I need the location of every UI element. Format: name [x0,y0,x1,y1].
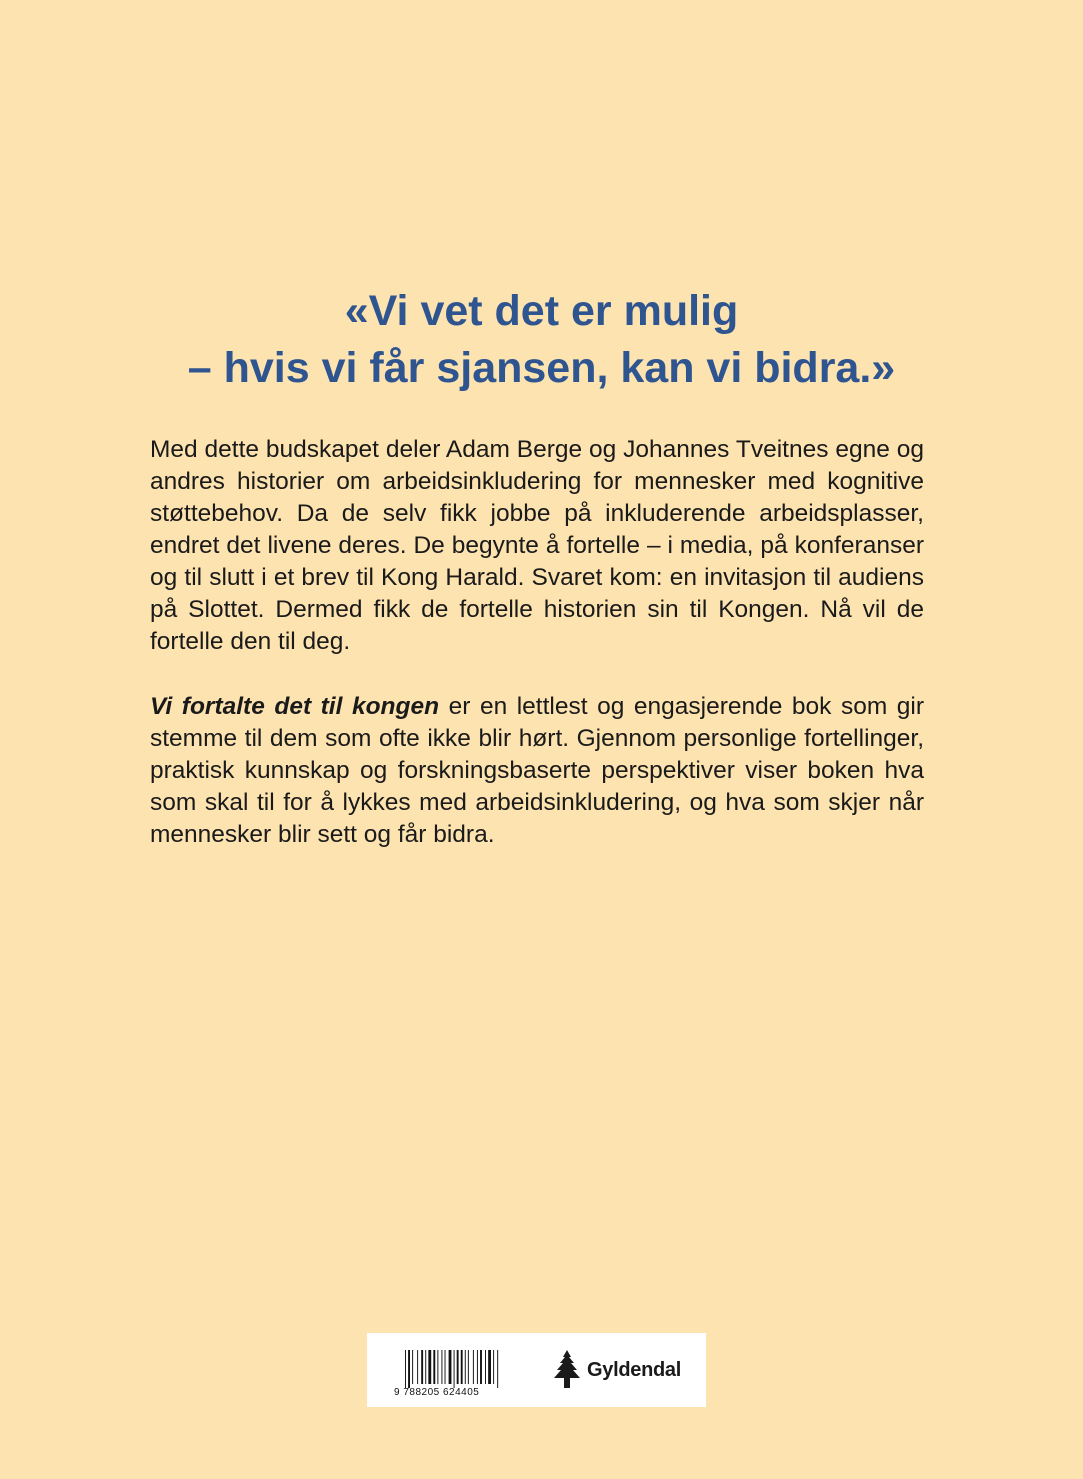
barcode-bar [428,1350,431,1384]
barcode-bar [457,1350,459,1384]
publisher-name: Gyldendal [587,1359,681,1381]
barcode-bar [405,1350,406,1388]
barcode-bar [473,1350,474,1384]
barcode-bar [493,1350,494,1384]
quote-line-2: – hvis vi får sjansen, kan vi bidra.» [187,344,896,392]
barcode-bar [408,1350,410,1388]
isbn-number: 9 788205 624405 [394,1387,480,1398]
publisher-logo [551,1350,701,1390]
barcode-bar [412,1350,413,1384]
barcode-bar [417,1350,418,1384]
quote-line-1: «Vi vet det er mulig [344,287,739,335]
isbn-barcode [405,1350,509,1388]
barcode-bar [477,1350,478,1384]
barcode-bar [449,1350,452,1384]
barcode-bar [421,1350,423,1384]
barcode-panel [367,1333,706,1407]
barcode-bar [441,1350,442,1384]
barcode-bar [433,1350,435,1384]
blurb-paragraph-1: Med dette budskapet deler Adam Berge og Johannes Tveitnes egne og andres historier om arbeidsinkludering for mennesker med kognitive støttebehov. Da de selv fikk jobbe på inkluderende arbeidsplasser, endret det livene deres. De begynte å fortelle – i media, på konferanser og til slutt i et brev til Kong Harald. Svaret kom: en invitasjon til audiens på Slottet. Dermed fikk de fortelle historien sin til Kongen. Nå vil de fortelle den til deg. [150,436,924,655]
barcode-bar [468,1350,469,1384]
barcode-bar [425,1350,426,1384]
barcode-bar [461,1350,463,1384]
cover-quote [0,283,1083,397]
barcode-bar [454,1350,455,1388]
blurb-paragraph-2-text: er en lettlest og engasjerende bok som gir stemme til dem som ofte ikke blir hørt. Gjennom personlige fortellinger, praktisk kunnskap og forskningsbaserte perspektiver viser boken hva som skal til for å lykkes med arbeidsinkludering, og hva som skjer når mennesker blir sett og får bidra. [150,693,924,848]
barcode-bar [437,1350,438,1384]
spruce-tree-icon [551,1350,583,1388]
barcode-bar [465,1350,466,1384]
barcode-bar [497,1350,498,1388]
barcode-bar [488,1350,491,1384]
barcode-bar [480,1350,482,1384]
barcode-bar [445,1350,446,1384]
barcode-bar [485,1350,486,1384]
blurb-paragraph-2 [150,691,924,851]
book-title: Vi fortalte det til kongen [150,693,440,720]
